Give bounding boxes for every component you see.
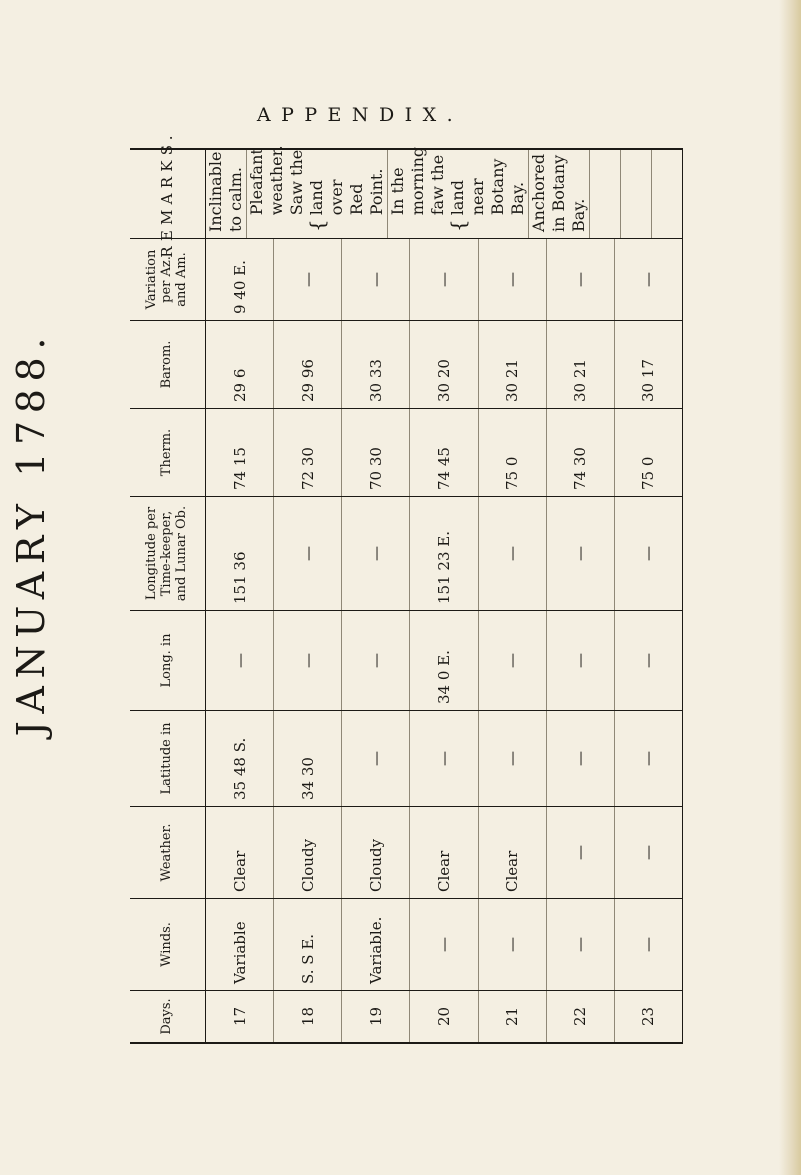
longitude-timekeeper-header: Longitude per Time-keeper, and Lunar Ob. [130,497,206,610]
table-cell: — [410,899,478,990]
rotated-table-block [130,130,682,1042]
table-cell: 29 96 [274,321,342,408]
table-cell: Inclinable to calm. [206,150,247,238]
table-cell: 34 30 [274,711,342,806]
table-cell: — [410,711,478,806]
table-cell: Cloudy [342,807,410,898]
table-cell: 74 45 [410,409,478,496]
table-cell: — [639,546,658,561]
table-cell: 30 17 [639,359,658,402]
brace-glyph: { [445,219,470,232]
days-header: Days. [130,991,206,1042]
brace-glyph: { [304,219,329,232]
table-cell: 18 [274,991,342,1042]
table-cell: 23 [639,1006,658,1027]
table-cell: — [639,937,658,952]
table-cell: 9 40 E. [206,239,274,320]
table-cell: — [479,497,547,610]
table-cell: 30 33 [342,321,410,408]
table-cell: — [206,611,274,710]
table-cell: 75 0 [479,409,547,496]
table-cell: 20 [410,991,478,1042]
table-cell: 70 30 [342,409,410,496]
table-cell: — [410,239,478,320]
table-cell: 74 30 [547,409,615,496]
table-cell: — [547,497,615,610]
table-cell [590,150,621,238]
longitude-column [130,610,682,710]
side-title: JANUARY 1788. [9,330,53,737]
table-cell: — [342,497,410,610]
winds-column [130,898,682,990]
latitude-column [130,710,682,806]
remark-text: Pleafant weather. Saw the land over Red Point. [247,145,386,216]
table-cell: — [479,711,547,806]
table-cell: — [274,497,342,610]
table-cell: 30 21 [479,321,547,408]
variation-column [130,238,682,320]
table-cell: — [639,845,658,860]
table-cell: 74 15 [206,409,274,496]
variation-header: Variation per Az. and Am. [130,239,206,320]
table-cell [388,146,529,238]
table-cell: Clear [410,807,478,898]
barom-header: Barom. [130,321,206,408]
table-cell: — [639,272,658,287]
table-cell: — [547,611,615,710]
table-cell: — [342,239,410,320]
table-cell: — [274,239,342,320]
table-cell: — [547,807,615,898]
table-cell: Clear [206,807,274,898]
weather-log-table [130,130,683,1044]
table-cell: — [547,711,615,806]
table-cell: — [342,711,410,806]
weather-header: Weather. [130,807,206,898]
days-column [130,990,682,1042]
weather-column [130,806,682,898]
table-cell: — [639,653,658,668]
table-cell: Anchored in Botany Bay. [529,150,590,238]
table-cell: 34 0 E. [410,611,478,710]
table-cell: — [639,751,658,766]
table-cell: 30 20 [410,321,478,408]
table-cell: — [274,611,342,710]
remarks-header: REMARKS. [130,150,206,238]
table-cell: 75 0 [639,456,658,490]
therm-header: Therm. [130,409,206,496]
remarks-column [130,130,682,258]
table-cell [247,145,388,238]
table-cell: Clear [479,807,547,898]
table-cell [652,150,682,238]
table-cell: 35 48 S. [206,711,274,806]
table-cell: — [547,239,615,320]
table-cell: Cloudy [274,807,342,898]
barom-column [130,320,682,408]
table-cell: — [479,611,547,710]
table-cell: 30 21 [547,321,615,408]
table-cell: 19 [342,991,410,1042]
latitude-header: Latitude in [130,711,206,806]
winds-header: Winds. [130,899,206,990]
page-edge [779,0,801,1175]
therm-column [130,408,682,496]
table-cell: 151 36 [206,497,274,610]
table-cell: 29 6 [206,321,274,408]
table-cell: S. S E. [274,899,342,990]
table-cell: Variable. [342,899,410,990]
table-cell: Variable [206,899,274,990]
table-cell: 22 [547,991,615,1042]
table-cell: 17 [206,991,274,1042]
page-heading: APPENDIX. [256,104,464,126]
longitude-header: Long. in [130,611,206,710]
table-cell: — [479,899,547,990]
table-cell: 72 30 [274,409,342,496]
table-cell: — [479,239,547,320]
table-cell: — [547,899,615,990]
table-cell: — [342,611,410,710]
table-cell: 151 23 E. [410,497,478,610]
table-cell [621,150,652,238]
longitude-timekeeper-column [130,496,682,610]
table-cell: 21 [479,991,547,1042]
remark-text: In the morning faw the land near Botany Bay. [388,146,527,216]
